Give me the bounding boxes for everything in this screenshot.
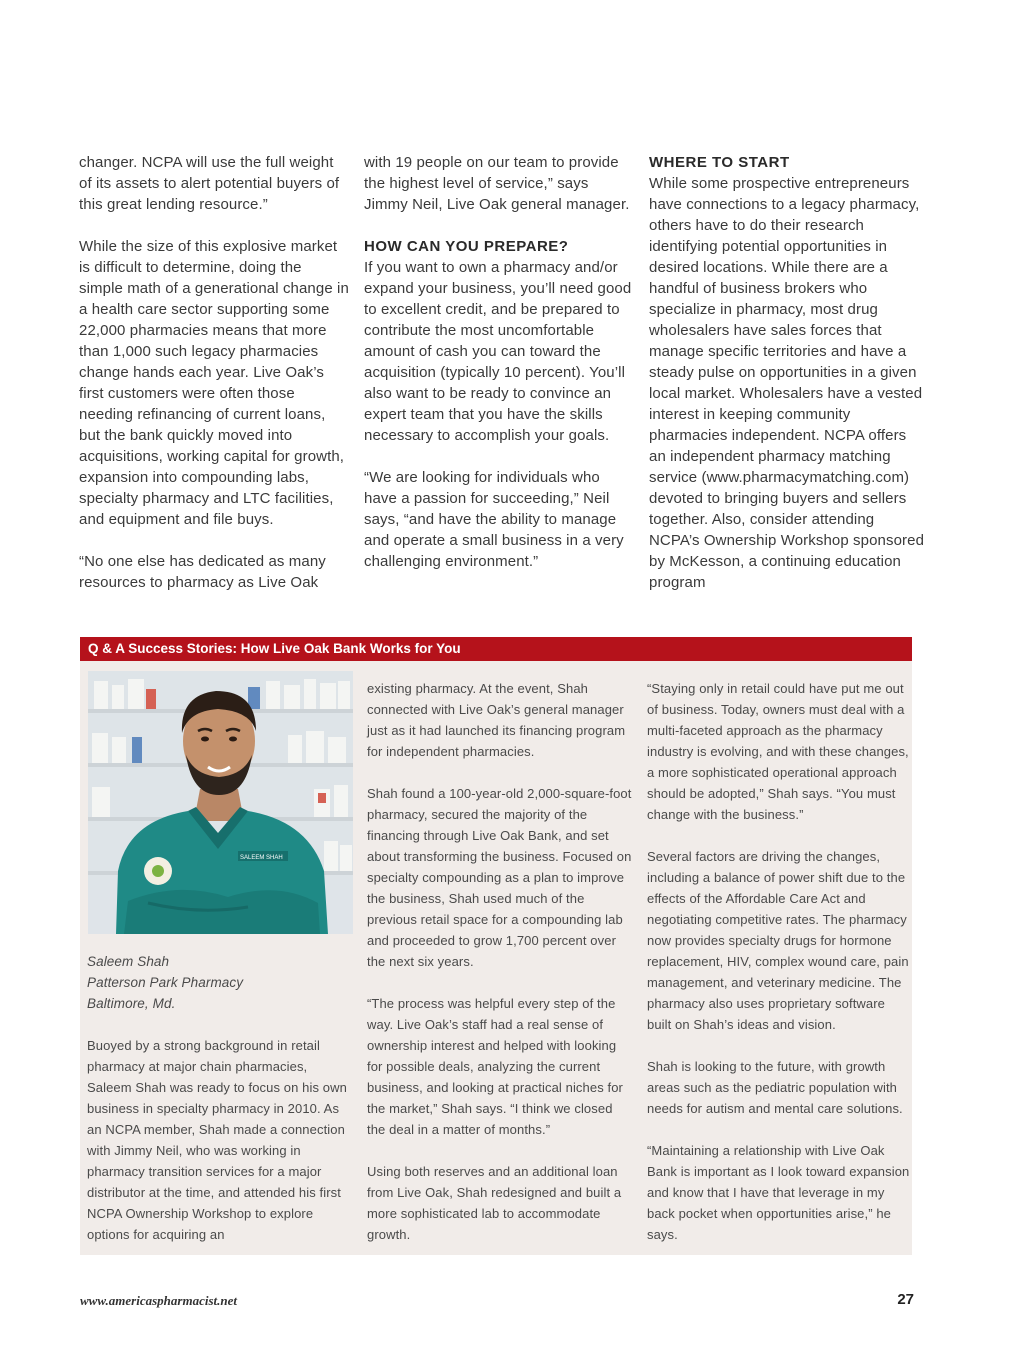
qa-paragraph: existing pharmacy. At the event, Shah connected with Live Oak’s general manager just as it had launched its financing program for independent pharmacies. bbox=[367, 681, 626, 759]
portrait-photo bbox=[88, 671, 353, 934]
article-column-2 bbox=[364, 152, 634, 593]
article-paragraph: changer. NCPA will use the full weight of its assets to alert potential buyers of this great lending resource.” bbox=[79, 154, 340, 213]
section-heading-prepare: HOW CAN YOU PREPARE? bbox=[364, 238, 569, 255]
qa-paragraph: “The process was helpful every step of the way. Live Oak’s staff had a real sense of ownership interest and helped with looking for possible deals, analyzing the current business, and looking at practical niches for the market,” Shah says. “I think we closed the deal in a matter of months.” bbox=[367, 996, 623, 1137]
article-paragraph: If you want to own a pharmacy and/or expand your business, you’ll need good to excellent credit, and be prepared to contribute the most uncomfortable amount of cash you can toward the acquisition (typically 10 percent). You’ll also want to be ready to convince an expert team that you have the skills necessary to accomplish your goals. bbox=[364, 259, 632, 444]
caption-name: Saleem Shah bbox=[87, 954, 170, 969]
qa-paragraph: Using both reserves and an additional loan from Live Oak, Shah redesigned and built a more sophisticated lab to accommodate growth. bbox=[367, 1164, 622, 1242]
qa-column-2 bbox=[367, 678, 632, 1266]
article-paragraph: While some prospective entrepreneurs have connections to a legacy pharmacy, others have to do their research identifying potential opportunities in desired locations. While there are a handful of business brokers who specialize in pharmacy, most drug wholesalers have sales forces that manage specific territories and have a steady pulse on opportunities in a given local market. Wholesalers have a vested interest in keeping community pharmacies independent. NCPA offers an independent pharmacy matching service (www.pharmacymatching.com) devoted to bringing buyers and sellers together. Also, consider attending NCPA’s Ownership Workshop sponsored by McKesson, a continuing education program bbox=[649, 175, 925, 591]
qa-paragraph: “Maintaining a relationship with Live Oak Bank is important as I look toward expansion and know that I have that leverage in my back pocket when opportunities arise,” he says. bbox=[647, 1143, 910, 1242]
qa-column-1 bbox=[87, 1035, 352, 1266]
qa-paragraph: Shah found a 100-year-old 2,000-square-foot pharmacy, secured the majority of the financing through Live Oak Bank, and set about transforming the business. Focused on specialty compounding as a plan to improve the business, Shah used much of the previous retail space for a compounding lab and proceeded to grow 1,700 percent over the next six years. bbox=[367, 786, 632, 969]
photo-caption bbox=[87, 951, 352, 1014]
qa-paragraph: Buoyed by a strong background in retail pharmacy at major chain pharmacies, Saleem Shah was ready to focus on his own business in specialty pharmacy in 2010. As an NCPA member, Shah made a connection with Jimmy Neil, who was working in pharmacy transition services for a major distributor at the time, and attended his first NCPA Ownership Workshop to explore options for acquiring an bbox=[87, 1038, 347, 1242]
section-heading-start: WHERE TO START bbox=[649, 154, 790, 171]
article-paragraph: with 19 people on our team to provide the highest level of service,” says Jimmy Neil, Live Oak general manager. bbox=[364, 154, 630, 213]
caption-location: Baltimore, Md. bbox=[87, 996, 176, 1011]
badge-text: SALEEM SHAH bbox=[240, 855, 283, 861]
qa-paragraph: Several factors are driving the changes, including a balance of power shift due to the effects of the Affordable Care Act and negotiating competitive rates. The pharmacy now provides specialty drugs for hormone replacement, HIV, complex wound care, pain management, and veterinary medicine. The pharmacy also uses proprietary software built on Shah’s ideas and vision. bbox=[647, 849, 909, 1032]
page-number: 27 bbox=[897, 1291, 914, 1308]
article-paragraph: “We are looking for individuals who have a passion for succeeding,” Neil says, “and have the ability to manage and operate a small business in a very challenging environment.” bbox=[364, 469, 624, 570]
article-column-3 bbox=[649, 152, 924, 614]
qa-paragraph: “Staying only in retail could have put me out of business. Today, owners must deal with a multi-faceted approach as the pharmacy industry is evolving, and with these changes, a more sophisticated operational approach should be adopted,” Shah says. “You must change with the business.” bbox=[647, 681, 909, 822]
qa-sidebar-header: Q & A Success Stories: How Live Oak Bank Works for You bbox=[80, 637, 912, 661]
article-column-1 bbox=[79, 152, 349, 614]
qa-column-3 bbox=[647, 678, 912, 1266]
caption-pharmacy: Patterson Park Pharmacy bbox=[87, 975, 244, 990]
article-paragraph: While the size of this explosive market is difficult to determine, doing the simple math of a generational change in a health care sector supporting some 22,000 pharmacies means that more than 1,000 such legacy pharmacies change hands each year. Live Oak’s first customers were often those needing refinancing of current loans, but the bank quickly moved into acquisitions, working capital for growth, expansion into compounding labs, specialty pharmacy and LTC facilities, and equipment and file buys. bbox=[79, 238, 349, 528]
footer-website-link[interactable]: www.americaspharmacist.net bbox=[80, 1293, 237, 1308]
article-paragraph: “No one else has dedicated as many resources to pharmacy as Live Oak bbox=[79, 553, 326, 591]
qa-paragraph: Shah is looking to the future, with growth areas such as the pediatric population with needs for autism and mental care solutions. bbox=[647, 1059, 903, 1116]
